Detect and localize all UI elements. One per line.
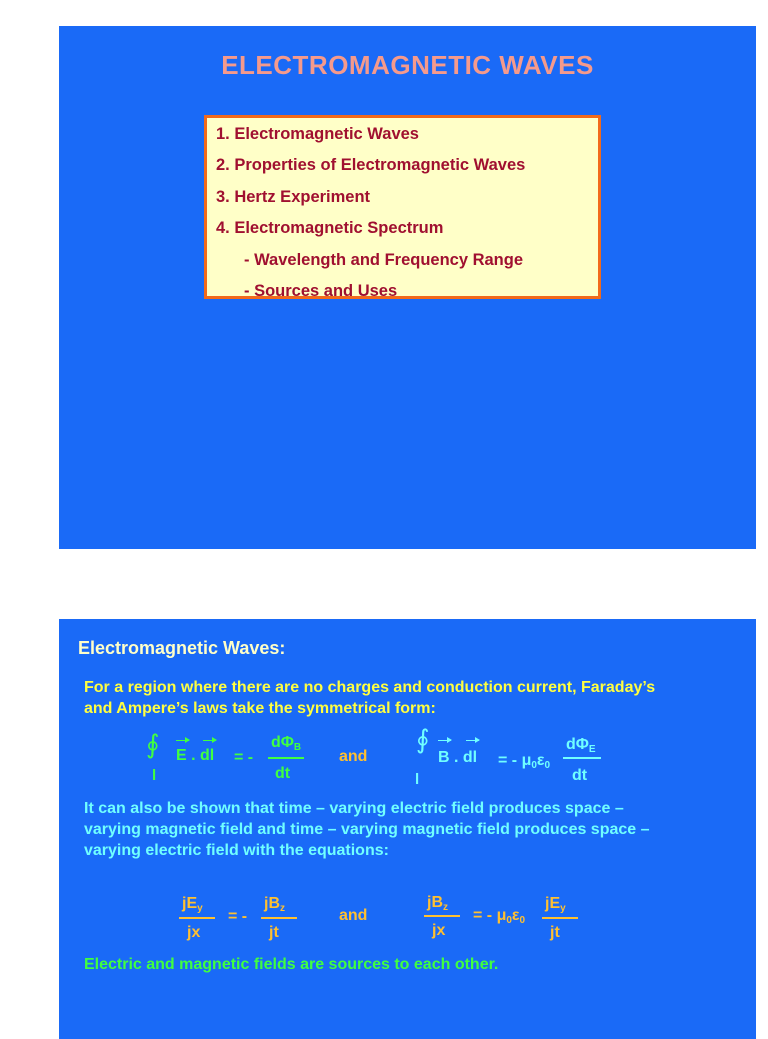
fraction-bar xyxy=(179,917,215,919)
faraday-numerator-base: dΦ xyxy=(271,734,294,751)
para2-line-3: varying electric field with the equations: xyxy=(84,842,389,859)
ampere-numerator-sub: E xyxy=(588,744,596,755)
epsilon-subscript: 0 xyxy=(544,760,551,771)
toc-item-3: 3. Hertz Experiment xyxy=(216,188,371,206)
eq4-coefficient xyxy=(473,907,525,926)
eq3-numerator-2-sub: z xyxy=(280,903,285,914)
intro-line-2: and Ampere’s laws take the symmetrical form: xyxy=(84,700,436,717)
eq3-denominator-1: jx xyxy=(187,924,201,941)
mu-symbol: = - μ xyxy=(473,907,507,924)
intro-line-1: For a region where there are no charges and conduction current, Faraday’s xyxy=(84,679,656,696)
eq4-denominator-1: jx xyxy=(432,922,446,939)
vector-arrow-icon xyxy=(466,740,479,741)
table-of-contents xyxy=(204,115,601,299)
faraday-numerator xyxy=(271,734,301,753)
para2-line-1: It can also be shown that time – varying electric field produces space – xyxy=(84,800,624,817)
fraction-bar xyxy=(424,915,460,917)
integral-path-label: l xyxy=(152,767,157,784)
eq4-numerator-1 xyxy=(427,894,448,913)
conclusion-text: Electric and magnetic fields are sources to each other. xyxy=(84,956,499,973)
faraday-denominator: dt xyxy=(275,765,291,782)
eq3-numerator-1-sub: y xyxy=(197,903,203,914)
fraction-bar xyxy=(542,917,578,919)
eq3-numerator-2-base: jB xyxy=(264,895,280,912)
contour-integral-icon: ∮ xyxy=(146,729,160,759)
eq3-numerator-1-base: jE xyxy=(182,895,198,912)
mu-symbol: = - μ xyxy=(498,752,532,769)
epsilon-symbol: ε xyxy=(511,907,520,924)
para2-line-2: varying magnetic field and time – varying magnetic field produces space – xyxy=(84,821,650,838)
faraday-numerator-sub: B xyxy=(293,742,302,753)
toc-item-4: 4. Electromagnetic Spectrum xyxy=(216,219,444,237)
eq4-numerator-1-base: jB xyxy=(427,894,443,911)
toc-subitem-2: - Sources and Uses xyxy=(244,282,398,300)
integral-path-label: l xyxy=(415,771,420,788)
contour-integral-icon: ∮ xyxy=(416,724,430,754)
slide-title xyxy=(59,26,756,549)
eq3-denominator-2: jt xyxy=(269,924,279,941)
faraday-sign: = - xyxy=(234,749,254,766)
eq4-numerator-2 xyxy=(545,895,566,914)
ampere-numerator-base: dΦ xyxy=(566,736,589,753)
toc-item-1: 1. Electromagnetic Waves xyxy=(216,125,419,143)
section-heading: Electromagnetic Waves: xyxy=(78,638,286,658)
and-label-2: and xyxy=(339,907,368,924)
mu-subscript: 0 xyxy=(531,760,537,771)
ampere-denominator: dt xyxy=(572,767,588,784)
and-label-1: and xyxy=(339,748,368,765)
eq3-sign: = - xyxy=(228,908,248,925)
eq4-numerator-2-sub: y xyxy=(560,903,566,914)
eq4-numerator-1-sub: z xyxy=(443,902,448,913)
fraction-bar xyxy=(563,757,601,759)
ampere-lhs: B . dl xyxy=(438,749,478,766)
toc-subitem-1: - Wavelength and Frequency Range xyxy=(244,251,524,269)
eq4-denominator-2: jt xyxy=(550,924,560,941)
slide-em-waves xyxy=(59,619,756,1039)
vector-arrow-icon xyxy=(176,740,189,741)
vector-arrow-icon xyxy=(203,740,216,741)
vector-arrow-icon xyxy=(438,740,451,741)
eq3-numerator-2 xyxy=(264,895,285,914)
fraction-bar xyxy=(268,757,304,759)
toc-item-2: 2. Properties of Electromagnetic Waves xyxy=(216,156,526,174)
ampere-coefficient xyxy=(498,750,550,776)
eq4-numerator-2-base: jE xyxy=(545,895,561,912)
faraday-lhs: E . dl xyxy=(176,747,215,764)
fraction-bar xyxy=(261,917,297,919)
mu-subscript: 0 xyxy=(506,915,512,926)
epsilon-symbol: ε xyxy=(536,752,545,769)
epsilon-subscript: 0 xyxy=(519,915,526,926)
slide-title-heading: ELECTROMAGNETIC WAVES xyxy=(221,50,594,80)
eq3-numerator-1 xyxy=(182,895,203,914)
